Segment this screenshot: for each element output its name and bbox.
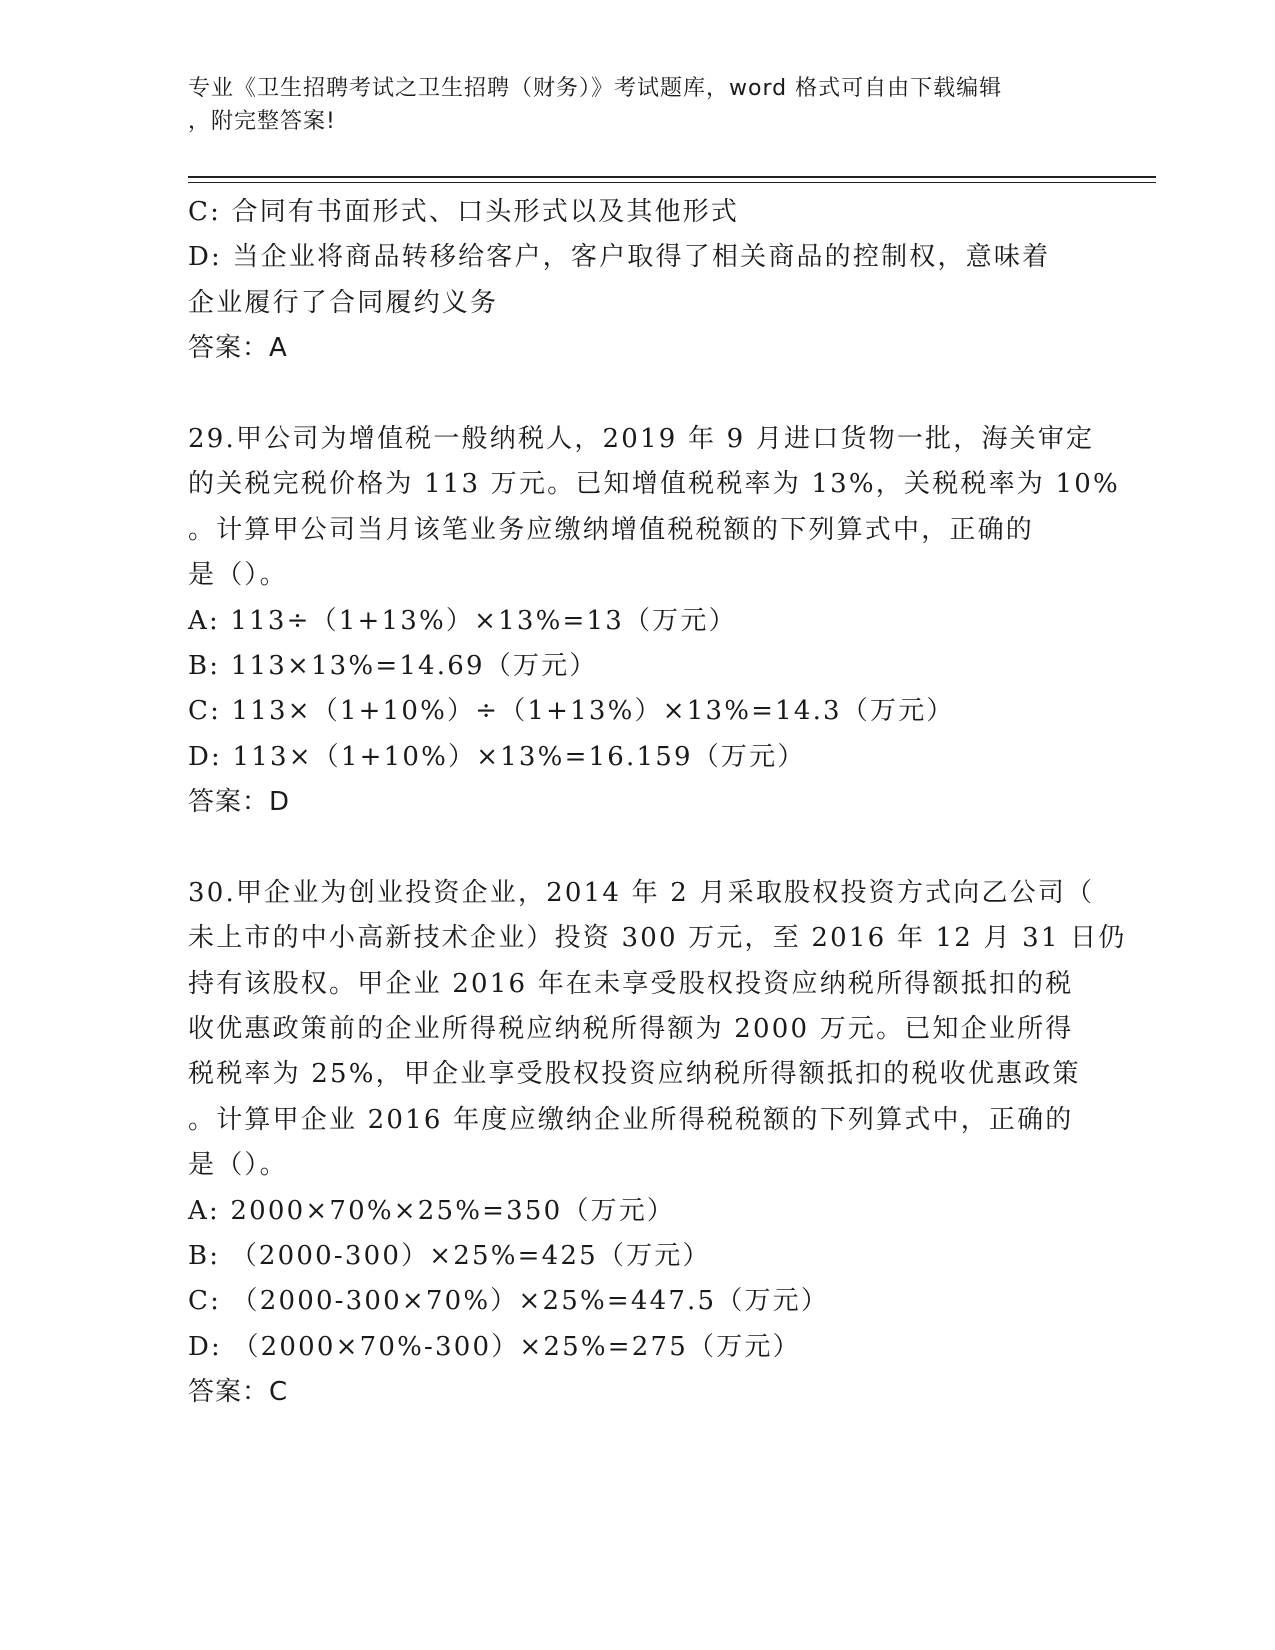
question-stem-line-1: 30.甲企业为创业投资企业，2014 年 2 月采取股权投资方式向乙公司（ [188, 877, 1095, 908]
question-spacer [188, 825, 1088, 870]
question-stem-line-2: 未上市的中小高新技术企业）投资 300 万元，至 2016 年 12 月 31 日仍 [188, 923, 1127, 954]
question-stem-line-2: 的关税完税价格为 113 万元。已知增值税税率为 13%，关税税率为 10% [188, 469, 1120, 500]
option-a: A: 113÷（1+13%）×13%=13（万元） [188, 605, 737, 636]
question-stem-line-3: 。计算甲公司当月该笔业务应缴纳增值税税额的下列算式中，正确的 [188, 514, 1035, 545]
question-29 [188, 417, 1120, 826]
header-title-line-2: ，附完整答案! [188, 109, 336, 134]
answer-line: 答案：C [188, 1377, 289, 1408]
question-stem-line-4: 收优惠政策前的企业所得税应纳税所得额为 2000 万元。已知企业所得 [188, 1014, 1074, 1045]
option-d-line-1: D: 当企业将商品转移给客户，客户取得了相关商品的控制权，意味着 [188, 242, 1051, 273]
question-stem-line-1: 29.甲公司为增值税一般纳税人，2019 年 9 月进口货物一批，海关审定 [188, 423, 1095, 454]
question-stem-line-7: 是（）。 [188, 1150, 288, 1181]
question-spacer [188, 372, 1088, 417]
option-b: B: （2000-300）×25%=425（万元） [188, 1240, 711, 1271]
header-title-line-1: 专业《卫生招聘考试之卫生招聘（财务）》考试题库，word 格式可自由下载编辑 [188, 76, 1003, 101]
header-divider-thick [188, 176, 1156, 178]
option-d: D: （2000×70%-300）×25%=275（万元） [188, 1331, 801, 1362]
question-stem-line-4: 是（）。 [188, 560, 288, 591]
option-c: C: 113×（1+10%）÷（1+13%）×13%=14.3（万元） [188, 696, 955, 727]
page-header [188, 72, 1088, 138]
question-30 [188, 871, 1127, 1416]
option-a: A: 2000×70%×25%=350（万元） [188, 1195, 676, 1226]
option-c: C: （2000-300×70%）×25%=447.5（万元） [188, 1286, 830, 1317]
previous-question-tail [188, 190, 1088, 372]
answer-line: 答案：D [188, 787, 291, 818]
question-stem-line-3: 持有该股权。甲企业 2016 年在未享受股权投资应纳税所得额抵扣的税 [188, 968, 1074, 999]
question-content [188, 190, 1127, 1416]
option-d-line-2: 企业履行了合同履约义务 [188, 287, 499, 318]
option-c: C: 合同有书面形式、口头形式以及其他形式 [188, 197, 740, 227]
question-stem-line-6: 。计算甲企业 2016 年度应缴纳企业所得税税额的下列算式中，正确的 [188, 1104, 1074, 1135]
header-divider-thin [188, 182, 1156, 183]
answer-line: 答案：A [188, 333, 288, 364]
question-stem-line-5: 税税率为 25%，甲企业享受股权投资应纳税所得额抵扣的税收优惠政策 [188, 1059, 1081, 1090]
option-b: B: 113×13%=14.69（万元） [188, 650, 598, 681]
option-d: D: 113×（1+10%）×13%=16.159（万元） [188, 741, 806, 772]
